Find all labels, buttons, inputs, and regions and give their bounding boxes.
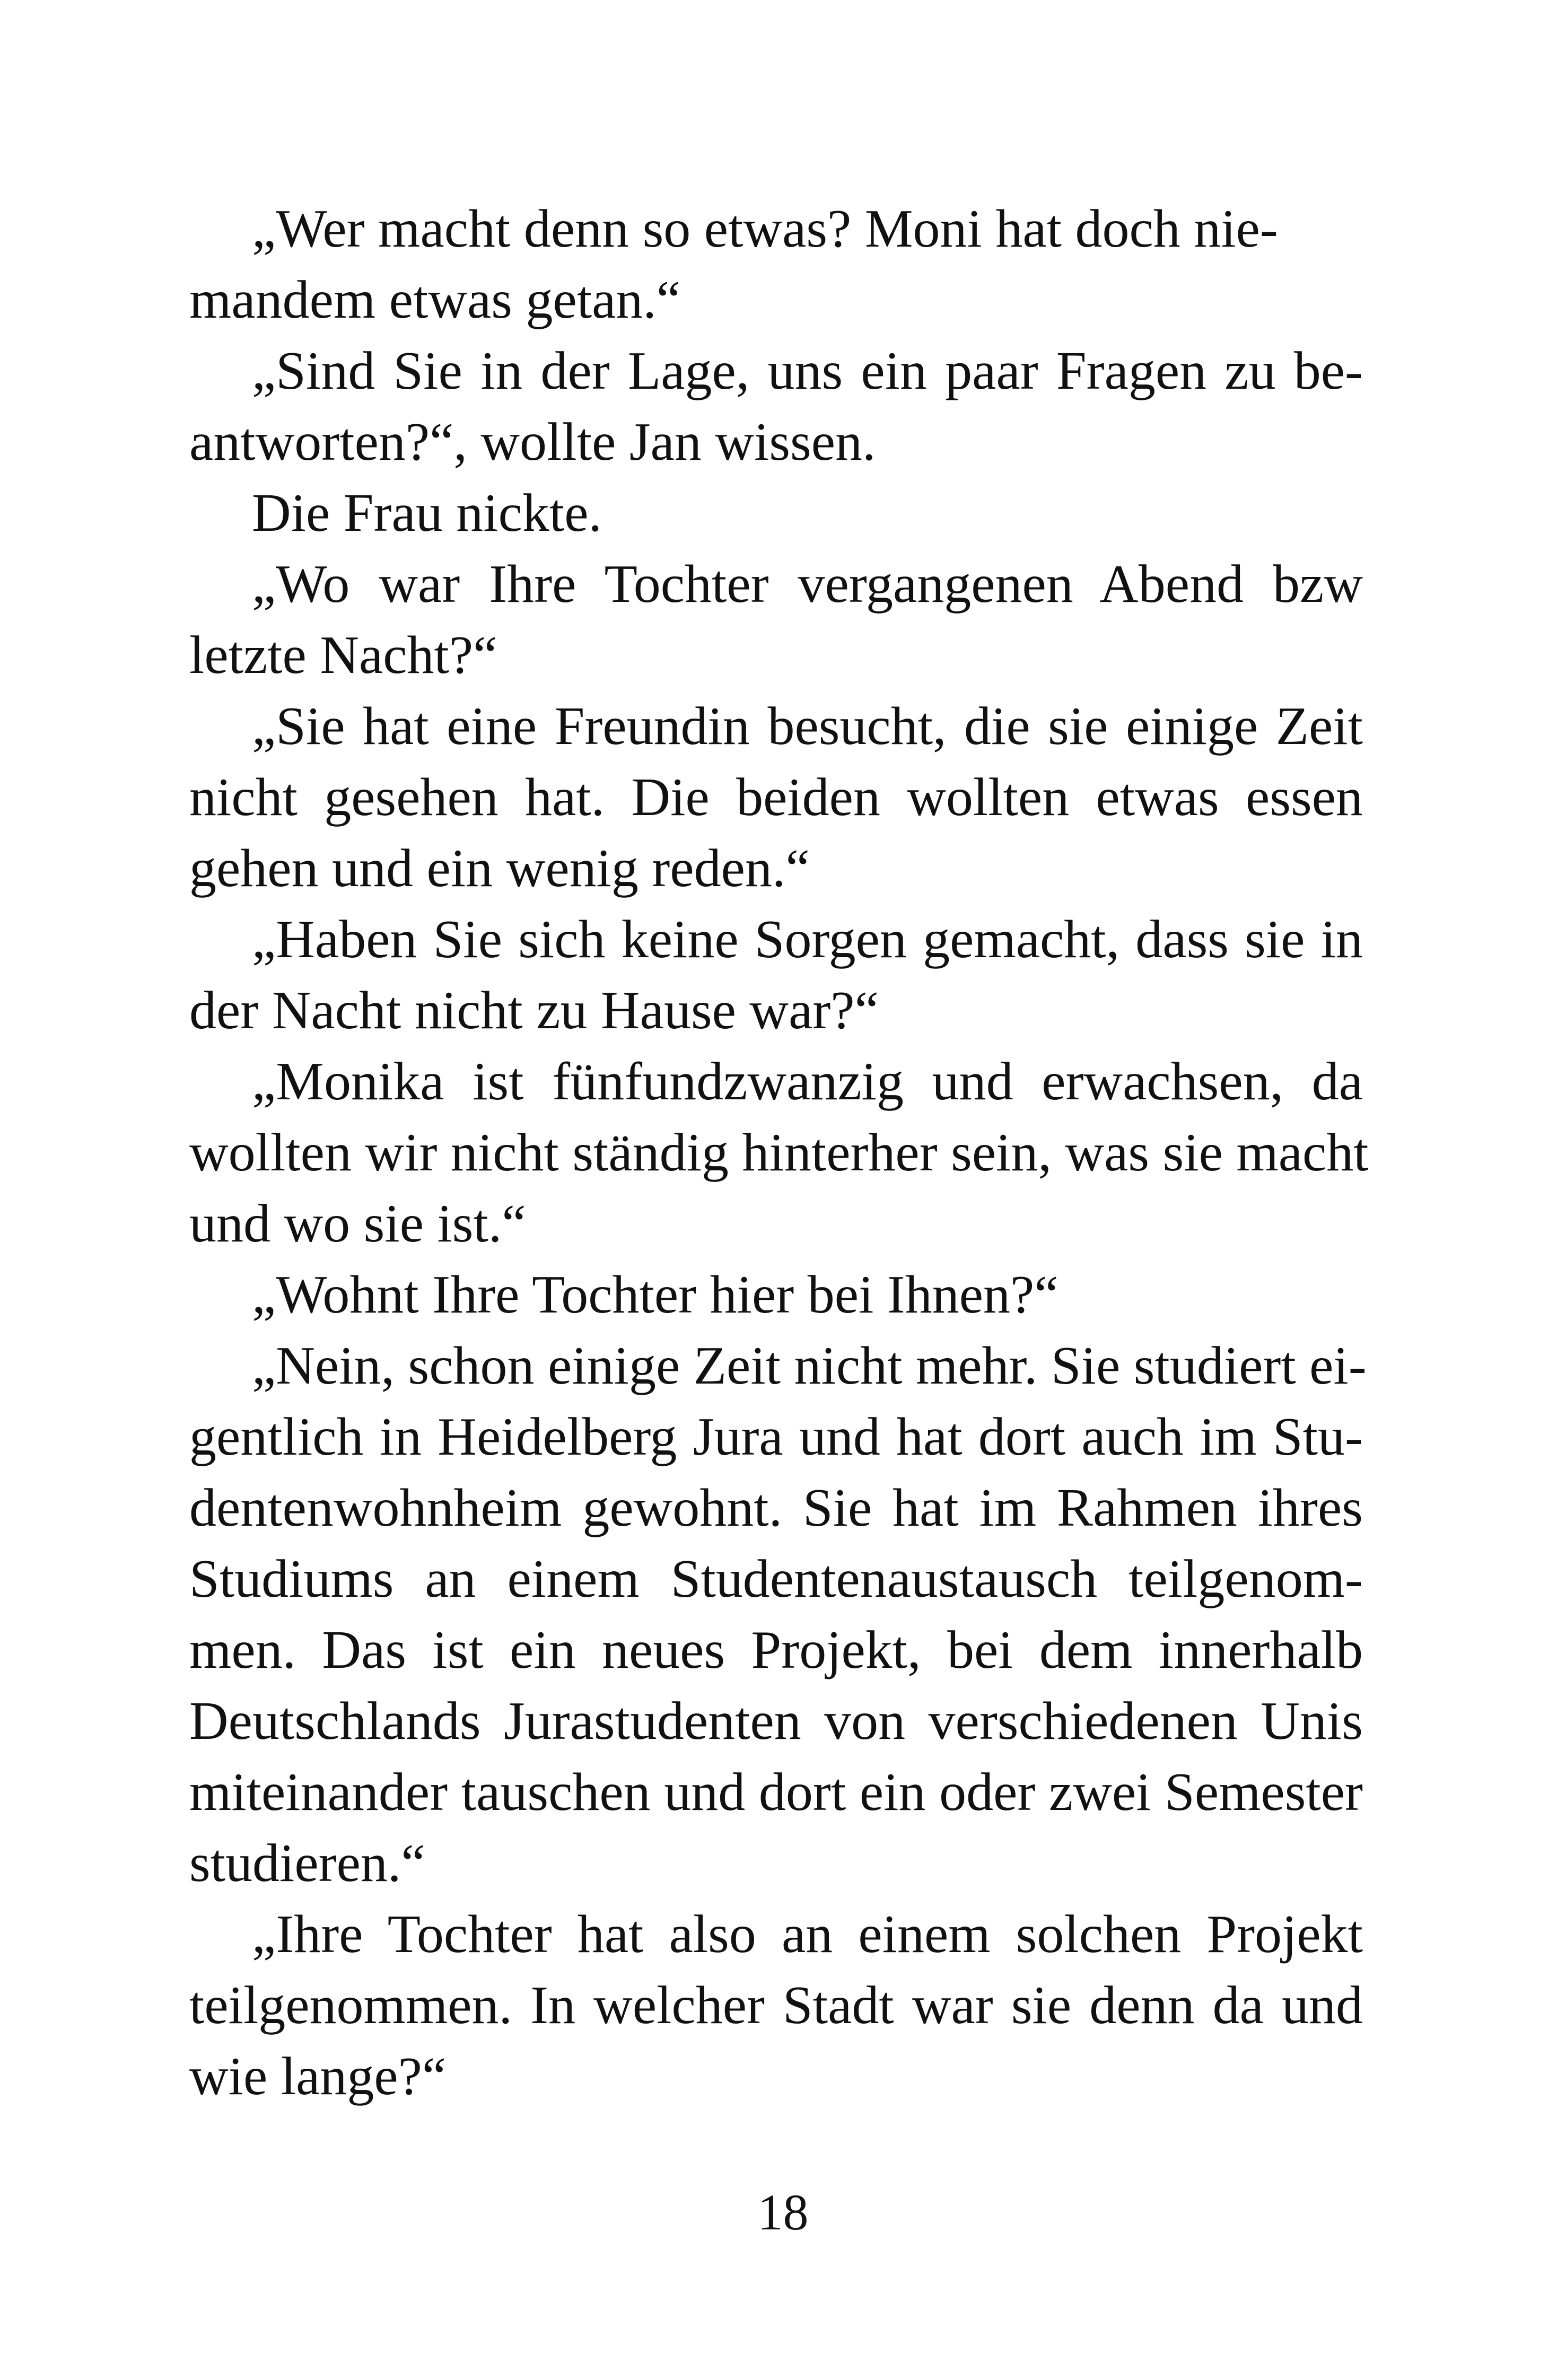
- text-line: „Wo war Ihre Tochter vergangenen Abend bzw: [252, 554, 1363, 614]
- text-line: „Wer macht denn so etwas? Moni hat doch nie-: [252, 199, 1278, 259]
- text-line: „Sind Sie in der Lage, uns ein paar Fragen zu be-: [252, 341, 1363, 401]
- text-line: „Ihre Tochter hat also an einem solchen Projekt: [252, 1904, 1363, 1964]
- text-line: „Wohnt Ihre Tochter hier bei Ihnen?“: [252, 1265, 1058, 1325]
- text-line: wollten wir nicht ständig hinterher sein, was sie macht: [189, 1123, 1369, 1183]
- text-line: letzte Nacht?“: [189, 625, 497, 685]
- text-line: Die Frau nickte.: [252, 483, 602, 543]
- text-line: Studiums an einem Studentenaustausch teilgenom-: [189, 1549, 1363, 1609]
- text-line: „Sie hat eine Freundin besucht, die sie einige Zeit: [252, 696, 1363, 756]
- text-line: dentenwohnheim gewohnt. Sie hat im Rahmen ihres: [189, 1478, 1363, 1538]
- text-line: men. Das ist ein neues Projekt, bei dem innerhalb: [189, 1620, 1363, 1680]
- text-line: gehen und ein wenig reden.“: [189, 838, 810, 898]
- text-line: „Haben Sie sich keine Sorgen gemacht, dass sie in: [252, 909, 1363, 969]
- text-line: und wo sie ist.“: [189, 1194, 526, 1254]
- text-line: teilgenommen. In welcher Stadt war sie denn da und: [189, 1975, 1363, 2035]
- text-line: gentlich in Heidelberg Jura und hat dort auch im Stu-: [189, 1407, 1363, 1467]
- text-line: antworten?“, wollte Jan wissen.: [189, 412, 876, 472]
- text-line: „Monika ist fünfundzwanzig und erwachsen, da: [252, 1052, 1363, 1112]
- text-line: Deutschlands Jurastudenten von verschiedenen Unis: [189, 1691, 1363, 1751]
- text-line: der Nacht nicht zu Hause war?“: [189, 981, 879, 1040]
- page-number: 18: [757, 2184, 809, 2241]
- body-text: [189, 194, 1369, 2112]
- text-line: wie lange?“: [189, 2046, 447, 2106]
- text-line: mandem etwas getan.“: [189, 270, 681, 330]
- text-line: studieren.“: [189, 1833, 425, 1893]
- text-line: miteinander tauschen und dort ein oder zwei Semester: [189, 1762, 1363, 1822]
- text-line: „Nein, schon einige Zeit nicht mehr. Sie studiert ei-: [252, 1336, 1367, 1396]
- text-line: nicht gesehen hat. Die beiden wollten etwas essen: [189, 767, 1363, 827]
